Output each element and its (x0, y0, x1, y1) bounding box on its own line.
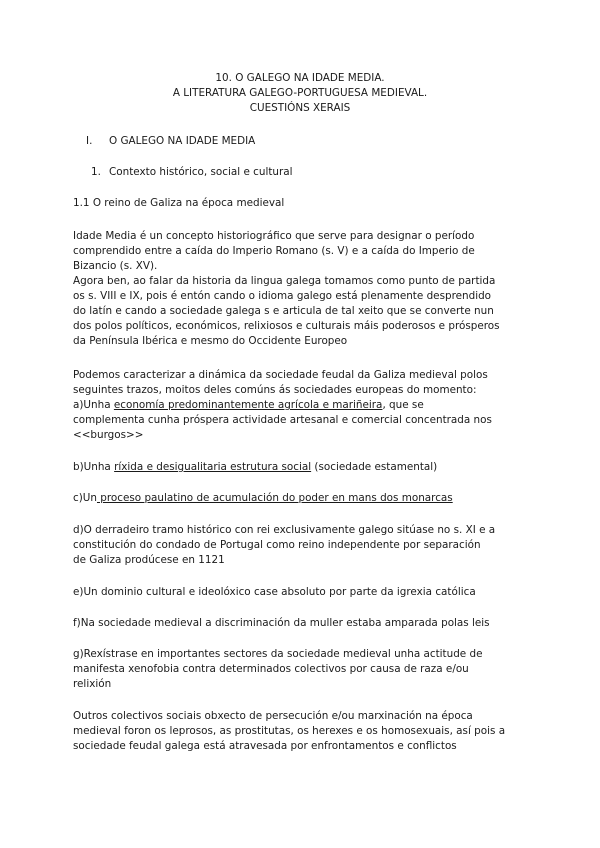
paragraph-line: relixión (73, 678, 112, 690)
paragraph-line: os s. VIII e IX, pois é entón cando o idioma galego está plenamente desprendido (73, 290, 492, 302)
list-item-b: b)Unha ríxida e desigualitaria estrutura social (sociedade estamental) (73, 461, 438, 473)
paragraph-line: complementa cunha próspera actividade artesanal e comercial concentrada nos (73, 414, 492, 426)
paragraph-intro (73, 229, 533, 349)
subsection-heading: Contexto histórico, social e cultural (109, 166, 293, 178)
section-heading-number: I. (86, 135, 93, 147)
paragraph-other-collectives (73, 709, 533, 754)
list-item-d (73, 523, 533, 568)
paragraph-line: sociedade feudal galega está atravesada por enfrontamentos e conflictos (73, 740, 457, 752)
list-item-g (73, 647, 533, 692)
paragraph-line: Agora ben, ao falar da historia da lingua galega tomamos como punto de partida (73, 275, 496, 287)
underlined-text: ríxida e desigualitaria estrutura social (114, 461, 312, 473)
paragraph-line: g)Rexístrase en importantes sectores da sociedade medieval unha actitude de (73, 648, 483, 660)
subsection-1-1-heading: 1.1 O reino de Galiza na época medieval (73, 197, 285, 209)
paragraph-line: Outros colectivos sociais obxecto de persecución e/ou marxinación na época (73, 710, 473, 722)
paragraph-line: seguintes trazos, moitos deles comúns ás sociedades europeas do momento: (73, 384, 477, 396)
list-item-f: f)Na sociedade medieval a discriminación da muller estaba amparada polas leis (73, 617, 490, 629)
paragraph-characteristics (73, 368, 533, 443)
paragraph-line: Bizancio (s. XV). (73, 260, 158, 272)
title-line-1: 10. O GALEGO NA IDADE MEDIA. (215, 72, 385, 84)
paragraph-line: comprendido entre a caída do Imperio Romano (s. V) e a caída do Imperio de (73, 245, 475, 257)
list-item-e: e)Un dominio cultural e ideolóxico case absoluto por parte da igrexia católica (73, 586, 476, 598)
paragraph-line: do latín e cando a sociedade galega s e articula de tal xeito que se converte nun (73, 305, 494, 317)
title-line-3: CUESTIÓNS XERAIS (249, 102, 351, 114)
list-item-a: a)Unha economía predominantemente agrícola e mariñeira, que se (73, 399, 424, 411)
underlined-text: economía predominantemente agrícola e mariñeira (113, 399, 383, 411)
paragraph-line: <<burgos>> (73, 429, 144, 441)
paragraph-line: dos polos políticos, económicos, relixiosos e culturais máis poderosos e prósperos (73, 320, 500, 332)
paragraph-line: medieval foron os leprosos, as prostitutas, os herexes e os homosexuais, así pois a (73, 725, 506, 737)
paragraph-line: d)O derradeiro tramo histórico con rei exclusivamente galego sitúase no s. XI e a (73, 524, 496, 536)
title-line-2: A LITERATURA GALEGO-PORTUGUESA MEDIEVAL. (172, 87, 428, 99)
paragraph-line: de Galiza prodúcese en 1121 (73, 554, 225, 566)
paragraph-line: constitución do condado de Portugal como reino independente por separación (73, 539, 481, 551)
section-heading: O GALEGO NA IDADE MEDIA (109, 135, 256, 147)
subsection-heading-number: 1. (91, 166, 101, 178)
list-item-c: c)Un proceso paulatino de acumulación do poder en mans dos monarcas (73, 492, 453, 504)
paragraph-line: da Península Ibérica e mesmo do Occidente Europeo (73, 335, 348, 347)
document-title (0, 71, 600, 116)
paragraph-line: Idade Media é un concepto historiográfico que serve para designar o período (73, 230, 475, 242)
paragraph-line: manifesta xenofobia contra determinados colectivos por causa de raza e/ou (73, 663, 469, 675)
paragraph-line: Podemos caracterizar a dinámica da sociedade feudal da Galiza medieval polos (73, 369, 488, 381)
underlined-text: proceso paulatino de acumulación do poder en mans dos monarcas (96, 492, 453, 504)
